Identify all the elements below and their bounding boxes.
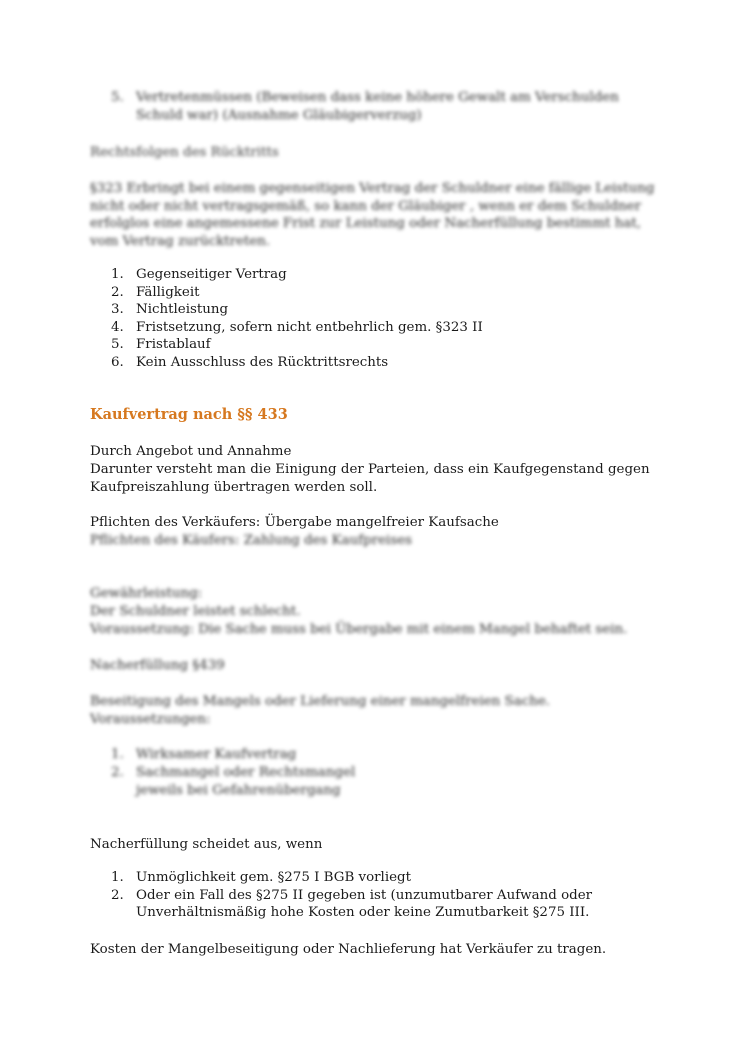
list-item <box>90 869 710 887</box>
blurred-gewaehrleistung-1: Gewährleistung: <box>90 586 203 601</box>
list-text: Fristsetzung, sofern nicht entbehrlich gem. §323 II <box>136 319 483 335</box>
blurred-list-item-5 <box>90 89 650 124</box>
list-number: 5. <box>111 337 124 352</box>
list-item <box>90 336 690 354</box>
list-number: 4. <box>111 319 124 335</box>
list-text: Wirksamer Kaufvertrag <box>136 747 297 762</box>
blurred-voraussetzungen-list <box>90 746 590 781</box>
list-text: Nichtleistung <box>136 302 229 317</box>
list-text: Fristablauf <box>136 337 211 352</box>
section-heading: Kaufvertrag nach §§ 433 <box>90 406 288 423</box>
blurred-gewaehrleistung-2: Der Schuldner leistet schlecht. <box>90 604 301 619</box>
list-number: 1. <box>111 267 124 282</box>
closing-sentence: Kosten der Mangelbeseitigung oder Nachlieferung hat Verkäufer zu tragen. <box>90 942 607 957</box>
list-item <box>90 746 590 764</box>
list-number: 1. <box>111 870 124 885</box>
ausschluss-list-continuation: Unverhältnismäßig hohe Kosten oder keine Zumutbarkeit §275 III. <box>136 905 590 920</box>
blurred-section-title: Rechtsfolgen des Rücktritts <box>90 145 279 160</box>
list-item <box>90 89 650 124</box>
list-text: Oder ein Fall des §275 II gegeben ist (unzumutbarer Aufwand oder <box>136 887 593 903</box>
list-item <box>90 284 690 302</box>
blurred-pflichten-kaeufer: Pflichten des Käufers: Zahlung des Kaufpreises <box>90 533 413 548</box>
blurred-nacherfuellung-2: Voraussetzungen: <box>90 712 211 727</box>
ausschluss-list <box>90 869 710 904</box>
list-number: 2. <box>111 284 124 300</box>
intro-line-2: Darunter versteht man die Einigung der Parteien, dass ein Kaufgegenstand gegen <box>90 462 650 477</box>
list-text: Vertretenmüssen (Beweisen dass keine höhere Gewalt am Verschulden Schuld war) (Ausnahme Gläubigerverzug) <box>136 90 619 123</box>
blurred-gewaehrleistung-3: Voraussetzung: Die Sache muss bei Übergabe mit einem Mangel behaftet sein. <box>90 622 628 637</box>
list-number: 1. <box>111 747 124 762</box>
list-text: Unmöglichkeit gem. §275 I BGB vorliegt <box>136 870 412 885</box>
list-item <box>90 887 710 905</box>
list-item <box>90 301 690 319</box>
list-item <box>90 266 690 284</box>
list-number: 3. <box>111 302 124 317</box>
nacherfuellung-ausschluss: Nacherfüllung scheidet aus, wenn <box>90 837 323 852</box>
intro-line-3: Kaufpreiszahlung übertragen werden soll. <box>90 480 378 495</box>
blurred-voraussetzungen-cont: jeweils bei Gefahrenübergang <box>136 783 341 798</box>
intro-line-1: Durch Angebot und Annahme <box>90 444 292 459</box>
list-text: Sachmangel oder Rechtsmangel <box>136 764 356 780</box>
ruecktritt-requirements-list <box>90 266 690 371</box>
list-number: 2. <box>111 887 124 903</box>
list-number: 6. <box>111 354 124 370</box>
pflichten-verkaeufer: Pflichten des Verkäufers: Übergabe mangelfreier Kaufsache <box>90 515 499 530</box>
list-number: 2. <box>111 764 124 780</box>
list-text: Fälligkeit <box>136 284 200 300</box>
list-item <box>90 319 690 337</box>
blurred-nacherfuellung-title: Nacherfüllung §439 <box>90 658 225 673</box>
list-item <box>90 764 590 782</box>
list-item <box>90 354 690 372</box>
blurred-nacherfuellung-1: Beseitigung des Mangels oder Lieferung einer mangelfreien Sache. <box>90 694 551 709</box>
blurred-paragraph-323: §323 Erbringt bei einem gegenseitigen Vertrag der Schuldner eine fällige Leistung nicht oder nicht vertragsgemäß, so kann der Gläubiger , wenn er dem Schuldner erfolglos eine angemessene Frist zur Leistung oder Nacherfüllung bestimmt hat, vom Vertrag zurücktreten. <box>90 181 655 249</box>
list-text: Gegenseitiger Vertrag <box>136 267 287 282</box>
list-number: 5. <box>111 90 124 105</box>
list-text: Kein Ausschluss des Rücktrittsrechts <box>136 354 389 370</box>
